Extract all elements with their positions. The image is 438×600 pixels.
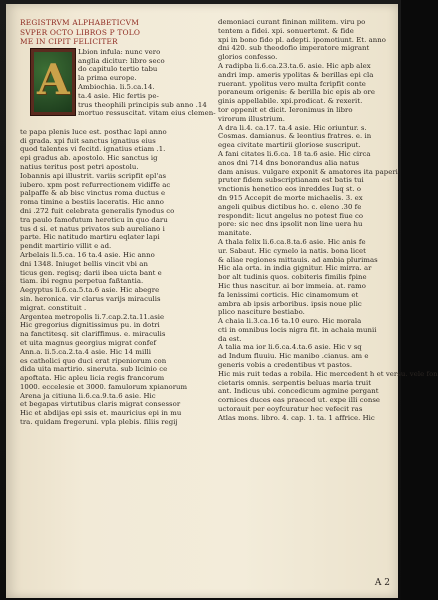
text-line: mortuo ressuscitat. vitam eius clemen- <box>78 109 216 118</box>
text-line: dam anisus. vulgare exponit & amatores ita paperi <box>218 167 398 176</box>
text-line: pore: sic nec dns ipsolit non line uera hu <box>218 220 363 229</box>
heading-line: REGISTRVM ALPHABETICVM <box>20 18 139 27</box>
text-line: palpaffe & ab bisc vinctus roma ductus e <box>20 189 166 198</box>
text-line: anglia dicitur: libro seco <box>78 56 165 65</box>
text-line: Arbelais li.5.ca. 16 ta.4 asie. Hic anno <box>20 250 155 259</box>
text-line: da est. <box>218 334 242 343</box>
text-line: Ann.a. li.5.ca.2.ta.4 asie. Hic 14 milli <box>20 347 151 356</box>
text-line: ad Indum fluuiu. Hic manibo .cianus. am e <box>218 352 369 361</box>
text-line: ticus gen. regisq; darii ibea uicta bant e <box>20 268 162 277</box>
text-line: epi gradus ab. apostolo. Hic sanctus ig <box>20 154 158 163</box>
text-line: cietaris omnis. serpentis beluas maria truit <box>218 378 372 387</box>
text-line: anos dni 714 dns bonorandus alia natus <box>218 158 360 167</box>
text-line: et begapas virtutibus claris migrat consessor <box>20 400 181 409</box>
text-line: manitate. <box>218 229 252 238</box>
text-line: dn 915 Accepit de morte michaelis. 3. ex <box>218 193 363 202</box>
text-line: parte. Hic natitudo martiru eqlater lapi <box>20 233 160 242</box>
text-line: 1000. eccelesie et 3000. famulorum xpianorum <box>20 382 188 391</box>
text-line: vnctionis henetico eos inreddes Iuq st. o <box>218 185 362 194</box>
text-line: egea civitate martirii gloriose suscriput. <box>218 141 361 150</box>
text-line: ta.4 asie. Hic fertis pe- <box>78 91 159 100</box>
text-line: tra paulo famofutum hereticu in quo daru <box>20 215 168 224</box>
text-line: di grada. xpi fuit sanctus ignatius eius <box>20 136 156 145</box>
text-line: ruerant. ypolitus vero multa fcripfit conte <box>218 79 366 88</box>
text-line: ambra ab ipsis arboribus. ipsis noue plic <box>218 299 362 308</box>
text-line: Aegyptus li.6.ca.5.ta.6 asie. Hic abegre <box>20 286 160 295</box>
text-line: tus d si. et natus privatos sub aureliano i <box>20 224 165 233</box>
text-line: A dra li.4. ca.17. ta.4 asie. Hic oriuntur. s. <box>218 123 367 132</box>
text-line: ant. Indicus ubi. concedicum agmine pergant <box>218 387 379 396</box>
text-line: Hic thus nascitur. ai bor immeia. at. ramo <box>218 281 366 290</box>
text-line: dni 420. sub theodofio imperatore migrant <box>218 44 370 53</box>
right-column <box>218 18 438 423</box>
text-line: te papa plenis luce est. posthac lapi anno <box>20 127 167 136</box>
text-line: quod talentes vi fecitd. ignatius etiam .1. <box>20 145 166 154</box>
text-line: tiam. ibi regnu perpetua faßtantia. <box>20 277 144 286</box>
register-heading <box>20 18 208 47</box>
initial-letter: A <box>37 54 70 104</box>
text-line: sin. heronica. vir clarus varijs miraculis <box>20 294 161 303</box>
text-line: A radipba li.6.ca.23.ta.6. asie. Hic apb alex <box>218 61 371 70</box>
text-line: virorum illustrium. <box>218 114 285 123</box>
text-line: ginis appellabile. xpi.prodicat. & rexerit. <box>218 97 363 106</box>
text-line: A chaia li.3.ca.16 ta.10 euro. Hic morala <box>218 317 362 326</box>
text-line: et uita magnus georgius migrat confef <box>20 338 157 347</box>
text-line: pruter fidem subscriptianam est batis tui <box>218 176 364 185</box>
text-line: pendit martirio villit e ad. <box>20 242 112 251</box>
text-line: Arena ja citiuna li.6.ca.9.ta.6 asie. Hic <box>20 391 156 400</box>
text-line: Ambiochia. li.5.ca.14. <box>78 82 155 91</box>
left-column-text <box>20 128 208 427</box>
text-line: bor alt tudinis quos. cobiteris fimilis fpine <box>218 273 367 282</box>
text-line: cornices duces eas praeced ut. expe illi conse <box>218 396 381 405</box>
text-line: Hic gregorius dignitissimus pu. in dotri <box>20 321 160 330</box>
text-line: poraneum origenis: & berilla bic epis ab ore <box>218 88 375 97</box>
text-line: andri imp. ameris ypolitas & berillas epi cla <box>218 70 374 79</box>
text-line: A talia ma ior li.6.ca.4.ta.6 asie. Hic v sq <box>218 343 362 352</box>
text-line: ur. Sabaut. Hic cymelo ia natis. bona licet <box>218 246 366 255</box>
text-line: dida uita martirio. sineruta. sub licinio ce <box>20 365 168 374</box>
text-line: & aliae regiones mittauis. ad ambia plurimas <box>218 255 378 264</box>
text-line: tor oppenit et dicit. Ieronimus in libro <box>218 105 353 114</box>
text-line: trus theophili principis sub anno .14 <box>78 100 207 109</box>
manuscript-page <box>6 4 438 598</box>
text-line: tentem a fidei. xpi. sonuertemt. & fide <box>218 26 354 35</box>
text-line: dni .272 fuit celebrata generalis fynodus co <box>20 206 175 215</box>
text-line: A fani citates li.6.ca. 18 ta.6 asie. Hic circa <box>218 149 371 158</box>
text-line: iubero. xpm post refurrectionem vidiffe ac <box>20 180 171 189</box>
text-line: plico nasciture bestiabo. <box>218 308 305 317</box>
text-line: A thala felix li.6.ca.8.ta.6 asie. Hic anis fe <box>218 237 366 246</box>
text-line: es catholici quo duci erat ripeniorum con <box>20 356 167 365</box>
text-line: Atlas mons. libro. 4. cap. 1. ta. 1 affrice. Hic <box>218 413 375 422</box>
text-line: generis vobis a credentibus vt pastos. <box>218 361 353 370</box>
page-signature: A 2 <box>374 578 390 588</box>
text-line: roma timine a bestiis laceratis. Hic anno <box>20 198 164 207</box>
heading-line: ME IN CIPIT FELICITER <box>20 37 118 47</box>
text-line: dni 1348. Iniuget bellis vincit vbi an <box>20 259 148 268</box>
text-line: cti in omnibus locis nigra fit. in achaia munii <box>218 325 377 334</box>
text-line: na fanctitesq. sit clariffimus. e. miraculis <box>20 330 166 339</box>
left-column <box>20 18 216 427</box>
text-line: angeli quibus dictibus ho. c. eleno .30 fe <box>218 202 362 211</box>
text-line: fa lenissimi corticis. Hic cinamomum et <box>218 290 359 299</box>
text-line: tra. quidam fregeruni. vpla plebis. filiis regij <box>20 418 178 427</box>
text-line: migrat. constituit . <box>20 303 87 312</box>
text-line: Hic mis ruit tedas a robila. Hic mercedent h et versu. vele fon <box>218 369 438 378</box>
text-line: Cosmas. damianus. & leontius fratres. e. in <box>218 132 372 141</box>
text-line: demoniaci curant fininan militem. viru po <box>218 18 366 26</box>
text-line: Iobannis api illustrit. variis scripfit epl'as <box>20 171 167 180</box>
text-line: Argentea metropolis li.7.cap.2.ta.11.asie <box>20 312 165 321</box>
initial-block <box>20 47 216 128</box>
text-line: uctorauit per eoyfcuratur hec vefecit ras <box>218 405 363 414</box>
text-line: Hic ala orta. in india gignitur. Hic mirra. ar <box>218 264 372 273</box>
text-line: do capitulo tertio tabu <box>78 65 158 74</box>
illuminated-initial <box>30 48 76 116</box>
initial-text-lines <box>78 47 216 118</box>
heading-line: SVPER OCTO LIBROS P TOLO <box>20 27 141 37</box>
text-line: glorios confesso. <box>218 53 278 62</box>
text-line: la prima europe. <box>78 74 137 83</box>
text-line: Hic et abdijas epi ssis et. mauricius epi in mu <box>20 409 182 418</box>
text-line: xpi in bono fido pl. adepti. ipomotiunt. Et. anno <box>218 35 386 44</box>
text-line: apoftata. Hic apleu licia regis francorum <box>20 374 165 383</box>
text-line: natius teritus post petri apostolu. <box>20 162 139 171</box>
text-line: Lbion infula: nunc vero <box>78 47 161 56</box>
text-line: respondit: licut angelus no potest fiue co <box>218 211 364 220</box>
